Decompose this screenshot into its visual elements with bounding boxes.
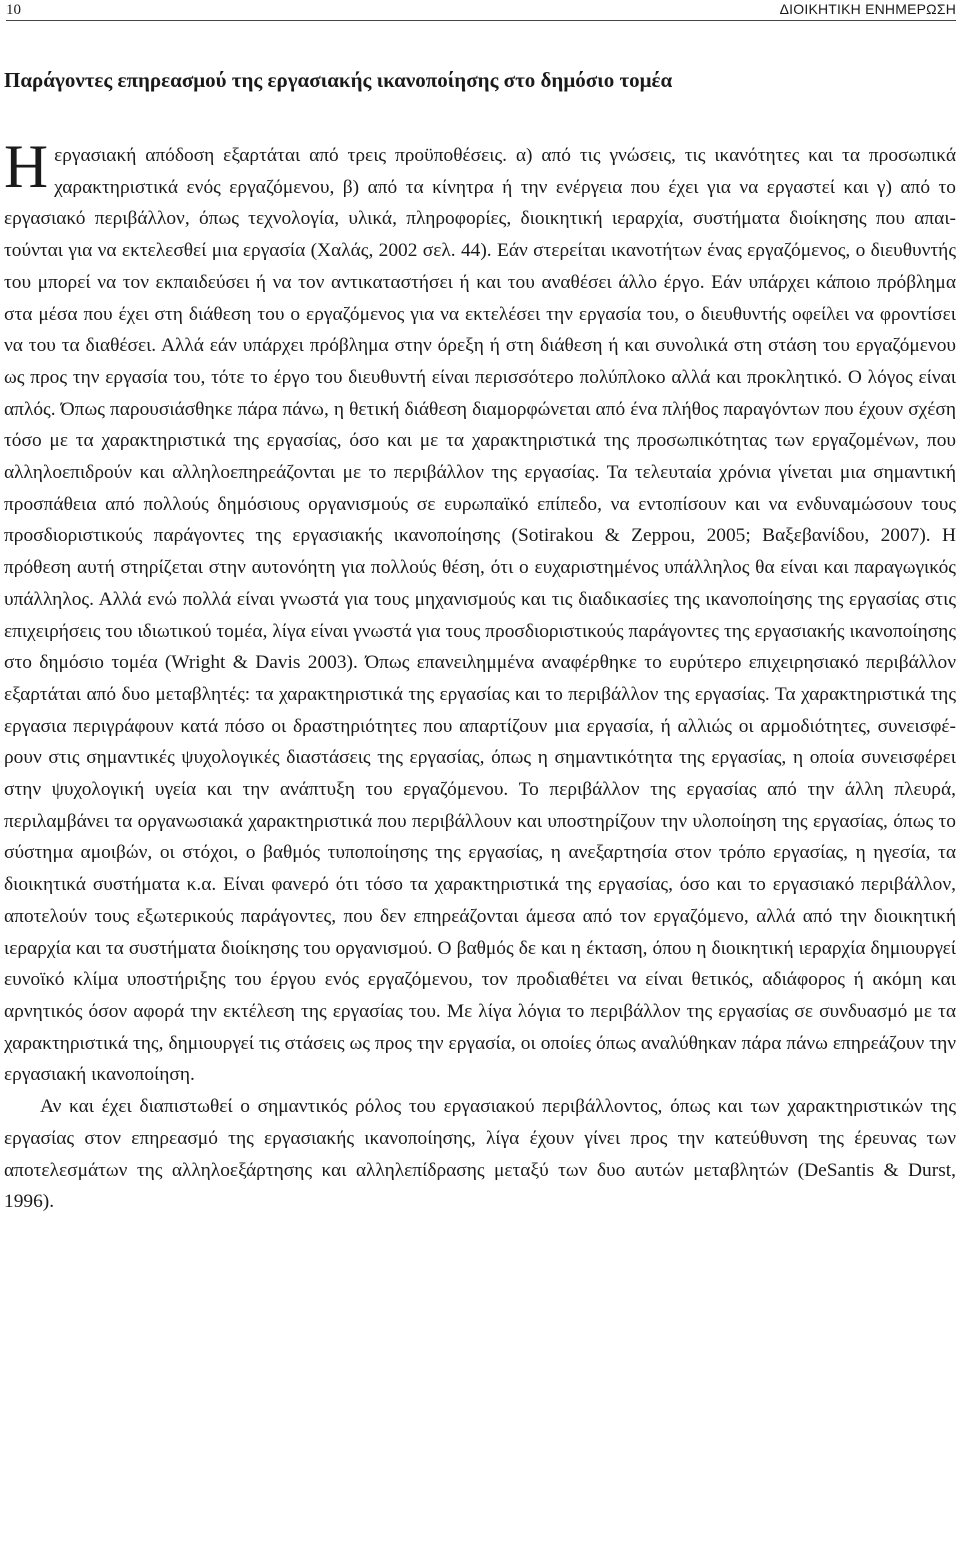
drop-cap: Η: [4, 134, 49, 201]
paragraph-1-text: εργασιακή απόδοση εξαρτάται από τρεις προϋποθέσεις. α) από τις γνώσεις, τις ικανότητες και τα προσωπικά χαρακτηριστικά ενός εργαζόμενου, β) από τα κίνητρα ή την ενέργεια που έχει για να εργαστεί και γ) από το εργασιακό περιβάλλον, όπως τεχνολογία, υλικά, πληροφορίες, διοικητική ιεραρχία, συστήματα διοίκησης που απαιτούνται για να εκτελεσθεί μια εργασία (Χαλάς, 2002 σελ. 44). Εάν στερείται ικανοτήτων ένας εργαζόμενος, ο διευθυντής του μπορεί να τον εκπαιδεύσει ή να τον αντικαταστήσει ή και του αναθέσει άλλο έργο. Εάν υπάρχει κάποιο πρόβλημα στα μέσα που έχει στη διάθεση του ο εργαζόμενος για να εκτελέσει την εργασία του, ο διευθυντής οφείλει να φροντίσει να του τα διαθέσει. Αλλά εάν υπάρχει πρόβλημα στην όρεξη ή στη διάθεση ή και συνολικά στη στάση του εργαζόμενου ως προς την εργασία του, τότε το έργο του διευθυντή είναι περισσότερο πολύπλοκο αλλά και προκλητικό. Ο λόγος είναι απλός. Όπως παρουσιάσθηκε πάρα πάνω, η θετική διάθεση διαμορφώνεται από ένα πλήθος παραγόντων που έχουν σχέση τόσο με τα χαρακτηριστικά της εργασίας, όσο και με τα χαρακτηριστικά της προσωπικότητας των εργαζομένων, που αλληλοεπιδρούν και αλληλοεπηρεάζονται με το περιβάλλον της εργασίας. Τα τελευταία χρόνια γίνεται μια σημαντική προσπάθεια από πολλούς δημόσιους οργανισμούς σε ευρωπαϊκό επίπεδο, να εντοπίσουν και να ενδυναμώσουν τους προσδιοριστικούς παράγοντες της εργασιακής ικανοποίησης (Sotirakou & Zeppou, 2005; Βαξεβανίδου, 2007). Η πρόθεση αυτή στηρίζεται στην αυτονόητη για πολλούς θέση, ότι ο ευχαριστημένος υπάλληλος θα είναι και παραγωγικός υπάλληλος. Αλλά ενώ πολλά είναι γνωστά για τους μηχανισμούς και τις διαδικασίες της ικανοποίησης της εργασίας στις επιχειρήσεις του ιδιωτικού τομέα, λίγα είναι γνωστά για τους προσδιοριστικούς παράγοντες της εργασιακής ικανοποίησης στο δημόσιο τομέα (Wright & Davis 2003). Όπως επανειλημμένα αναφέρθηκε το ευρύτερο επιχειρησιακό περιβάλλον εξαρτάται από δυο μεταβλητές: τα χαρακτηριστικά της εργασίας και το περιβάλλον της εργασίας. Τα χαρακτηριστικά της εργασια περιγράφουν κατά πόσο οι δραστηριότητες που απαρτίζουν μια εργασία, ή αλλιώς οι αρμοδιότητες, συνεισφέρουν στις σημαντικές ψυχολογικές διαστάσεις της εργασίας, όπως η σημαντικότητα της εργασίας, η οποία συνεισφέρει στην ψυχολογική υγεία και την ανάπτυξη του εργαζόμενου. Το περιβάλλον της εργασίας από την άλλη πλευρά, περιλαμβάνει τα οργανωσιακά χαρακτηριστικά που περιβάλλουν και υποστηρίζουν την υλοποίηση της εργασίας, όπως το σύστημα αμοιβών, οι στόχοι, ο βαθμός τυποποίησης της εργασίας, η ανεξαρτησία στον τρόπο εργασίας, η ηγεσία, τα διοικητικά συστήματα κ.α. Είναι φανερό ότι τόσο τα χαρακτηριστικά της εργασίας, όσο και το εργασιακό περιβάλλον, αποτελούν τους εξωτερικούς παράγοντες, που δεν επηρεάζονται άμεσα από τον εργαζόμενο, αλλά από την διοικητική ιεραρχία και τα συστήματα διοίκησης του οργανισμού. Ο βαθμός δε και η έκταση, όπου η διοικητική ιεραρχία δημιουργεί ευνοϊκό κλίμα υποστήριξης του έργου ενός εργαζόμενου, τον προδιαθέτει να είναι θετικός, αδιάφορος ή ακόμη και αρνητικός όσον αφορά την εκτέλεση της εργασίας του. Με λίγα λόγια το περιβάλλον της εργασίας σε συνδυασμό με τα χαρακτηριστικά της, δημιουργεί τις στάσεις ως προς την εργασία, οι οποίες όπως αναλύθηκαν πάρα πάνω επηρεάζουν την εργασιακή ικανοποίηση.: [4, 145, 956, 1086]
article-body: [4, 134, 956, 1218]
page-number: 10: [6, 2, 21, 18]
article-title: Παράγοντες επηρεασμού της εργασιακής ικανοποίησης στο δημόσιο τομέα: [4, 68, 673, 92]
paragraph: [4, 134, 956, 1091]
journal-name: ΔΙΟΙΚΗΤΙΚΗ ΕΝΗΜΕΡΩΣΗ: [779, 1, 956, 17]
running-header: [0, 0, 960, 22]
paragraph-2-text: Αν και έχει διαπιστωθεί ο σημαντικός ρόλος του εργασιακού περιβάλλοντος, όπως και των χαρακτηριστικών της εργασίας στον επηρεασμό της εργασιακής ικανοποίησης, λίγα έχουν γίνει προς την κατεύθυνση της έρευνας των αποτελεσμάτων της αλληλοεξάρτησης και αλληλεπίδρασης μεταξύ των δυο αυτών μεταβλητών (DeSantis & Durst, 1996).: [4, 1096, 956, 1213]
paragraph: [4, 1091, 956, 1218]
header-rule: [6, 20, 956, 21]
